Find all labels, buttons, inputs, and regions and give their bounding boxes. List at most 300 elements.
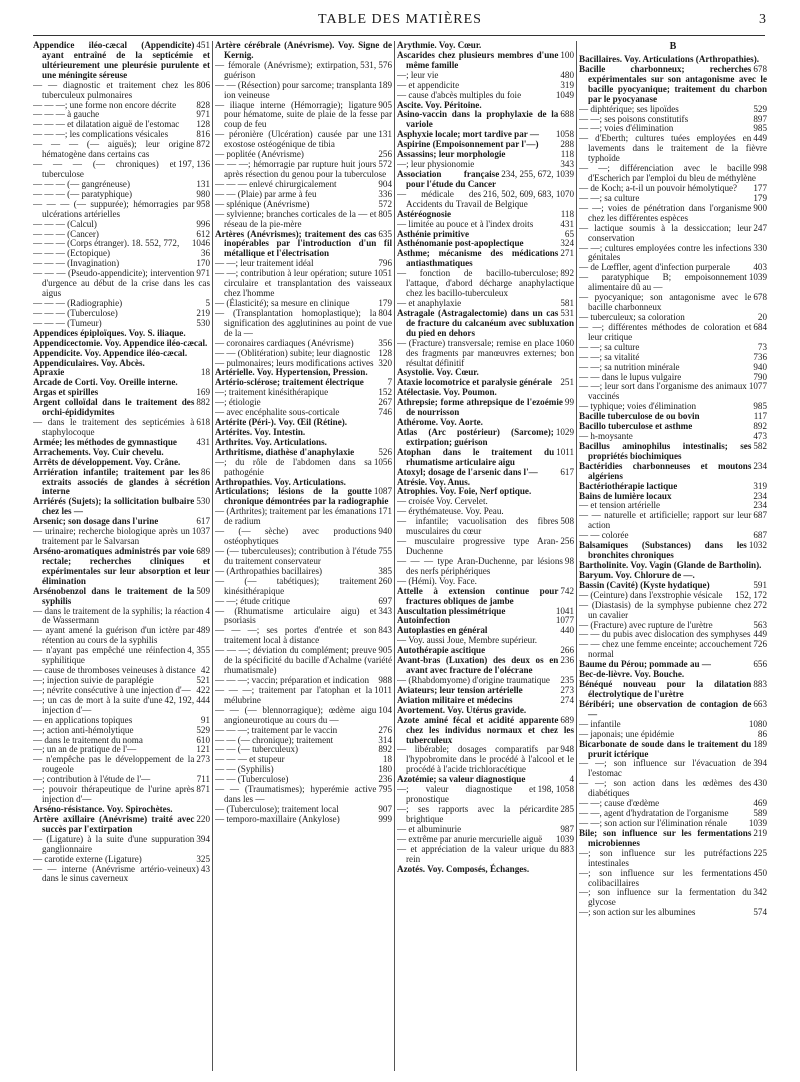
- index-entry: [33, 835, 210, 855]
- entry-text: — —; cultures employées contre les infections génitales: [579, 242, 752, 263]
- entry-page-ref: 1032: [748, 540, 767, 551]
- entry-page-ref: 1041: [555, 605, 574, 616]
- entry-page-ref: 1029: [555, 426, 574, 437]
- entry-text: — — — et stupeur: [215, 754, 285, 765]
- entry-page-ref: 43: [200, 863, 210, 874]
- entry-page-ref: 267: [378, 397, 392, 408]
- entry-page-ref: 1080: [748, 718, 767, 729]
- entry-page-ref: 189: [753, 738, 767, 749]
- entry-text: — — —; traitement par l'atophan et la mélubrine: [215, 684, 373, 705]
- entry-text: — — (— chronique); traitement: [215, 734, 334, 745]
- index-entry: [579, 700, 767, 720]
- entry-page-ref: 806: [196, 79, 210, 90]
- entry-text: Auscultation plessimétrique: [397, 605, 506, 616]
- index-entry: [215, 210, 392, 230]
- entry-text: —; valeur diagnostique et pronostique: [397, 784, 536, 805]
- entry-page-ref: 260: [378, 575, 392, 586]
- entry-text: Atoxyl; dosage de l'arsenic dans l'—: [397, 466, 538, 477]
- entry-page-ref: 697: [378, 595, 392, 606]
- index-entry: [579, 779, 767, 799]
- entry-page-ref: 736: [753, 351, 767, 362]
- entry-text: Balsamiques (Substances) dans les bronchites chroniques: [579, 540, 747, 561]
- index-entry: [33, 865, 210, 885]
- entry-page-ref: 403: [753, 262, 767, 273]
- entry-page-ref: 65: [564, 228, 574, 239]
- index-entry: [215, 130, 392, 150]
- entry-page-ref: 612: [196, 228, 210, 239]
- entry-text: — — — et dilatation aiguë de l'estomac: [33, 119, 180, 130]
- entry-page-ref: 509: [196, 585, 210, 596]
- index-entry: [397, 309, 574, 339]
- entry-text: —; injection suivie de paraplégie: [33, 675, 154, 685]
- entry-text: Asthme; mécanisme des médications antiasthmatiques: [397, 248, 559, 269]
- entry-text: — — — (— aiguës); leur origine hématogène dans certains cas: [33, 139, 195, 160]
- entry-page-ref: 581: [560, 297, 574, 308]
- entry-page-ref: 905: [378, 645, 392, 656]
- entry-page-ref: 251: [560, 377, 574, 388]
- entry-page-ref: 742: [560, 585, 574, 596]
- entry-text: — (Hémi). Voy. Face.: [397, 575, 477, 586]
- entry-page-ref: 1077: [555, 615, 574, 626]
- entry-page-ref: 431: [196, 436, 210, 447]
- index-entry: [397, 190, 574, 210]
- index-column-3: [397, 41, 574, 1071]
- entry-page-ref: 907: [378, 803, 392, 814]
- entry-text: — et appréciation de la valeur urique du rein: [397, 843, 559, 864]
- entry-page-ref: 711: [196, 774, 210, 785]
- entry-text: — (Transplantation homoplastique); la signification des agglutinines au point de vue de la —: [215, 307, 392, 338]
- entry-page-ref: 273: [196, 754, 210, 765]
- entry-page-ref: 689: [196, 546, 210, 557]
- entry-page-ref: 796: [378, 258, 392, 269]
- index-entry: [397, 865, 574, 875]
- index-entry: [33, 527, 210, 547]
- index-entry: [215, 458, 392, 478]
- entry-text: — — — (Corps étranger). 18. 552, 772,: [33, 238, 180, 249]
- entry-text: Ascite. Voy. Péritoine.: [397, 99, 482, 110]
- entry-page-ref: 883: [560, 843, 574, 854]
- entry-text: — — —; ses portes d'entrée et son traitement local à distance: [215, 625, 377, 646]
- entry-page-ref: 684: [753, 321, 767, 332]
- entry-text: Ascarides chez plusieurs membres d'une même famille: [397, 49, 559, 70]
- entry-page-ref: 610: [196, 734, 210, 745]
- entry-page-ref: 385: [378, 565, 392, 576]
- index-entry: [397, 249, 574, 269]
- entry-page-ref: 225: [753, 847, 767, 858]
- index-entry: [579, 65, 767, 105]
- entry-text: Artério-sclérose; traitement électrique: [215, 377, 364, 388]
- entry-page-ref: 871: [196, 784, 210, 795]
- entry-page-ref: 480: [560, 69, 574, 80]
- entry-page-ref: 905: [378, 99, 392, 110]
- entry-text: — fonction de bacillo-tuberculose; l'attaque, d'abord décharge anaphylactique chez les bacillo-tuberculeux: [397, 268, 574, 299]
- entry-text: Argent colloïdal dans le traitement des orchi-épididymites: [33, 397, 195, 418]
- entry-text: — cause de thromboses veineuses à distance: [33, 665, 196, 676]
- entry-text: Arsenic; son dosage dans l'urine: [33, 516, 159, 527]
- entry-page-ref: 330: [753, 242, 767, 253]
- entry-page-ref: 689: [560, 714, 574, 725]
- entry-text: —; névrite consécutive à une injection d'—: [33, 684, 191, 695]
- entry-page-ref: 319: [560, 79, 574, 90]
- entry-page-ref: 678: [753, 63, 767, 74]
- entry-page-ref: 828: [196, 99, 210, 110]
- entry-text: Arriération infantile; traitement par les extraits associés de glandes à sécrétion interne: [33, 466, 210, 497]
- entry-text: — — interne (Anévrisme artério-veineux) dans le sinus caverneux: [33, 863, 199, 884]
- entry-text: Bains de lumière locaux: [579, 490, 672, 501]
- entry-text: — lactique soumis à la dessiccation; leur conservation: [579, 222, 752, 243]
- entry-text: Articulations; lésions de la goutte chronique démontrées par la radiographie: [215, 486, 389, 507]
- entry-text: Argas et spirilles: [33, 387, 99, 398]
- index-entry: [579, 740, 767, 760]
- index-entry: [33, 200, 210, 220]
- entry-page-ref: 521: [196, 675, 210, 685]
- index-entry: [33, 587, 210, 607]
- entry-text: — — (Syphilis): [215, 764, 274, 775]
- entry-page-ref: 256: [560, 536, 574, 547]
- entry-page-ref: 131: [196, 178, 210, 189]
- entry-text: — — — (— paratyphique): [33, 188, 132, 199]
- index-entry: [33, 41, 210, 81]
- entry-text: —; traitement kinésithérapique: [215, 387, 329, 398]
- entry-page-ref: 236: [378, 774, 392, 785]
- entry-text: Athérome. Voy. Aorte.: [397, 417, 483, 428]
- entry-text: — dans le traitement de la syphilis; la réaction de Wassermann: [33, 605, 204, 626]
- entry-text: Avant-bras (Luxation) des deux os en avant avec fracture de l'olécrane: [397, 655, 559, 676]
- entry-page-ref: 882: [196, 397, 210, 408]
- entry-text: — — — (Pseudo-appendicite); intervention d'urgence au début de la crise dans les cas aigus: [33, 268, 210, 299]
- entry-text: Arythmie. Voy. Cœur.: [397, 41, 482, 50]
- entry-page-ref: 86: [757, 728, 767, 739]
- header-rule: [33, 35, 765, 36]
- index-entry: [397, 805, 574, 825]
- entry-text: — infantile: [579, 718, 621, 729]
- index-entry: [215, 160, 392, 180]
- entry-page-ref: 892: [378, 744, 392, 755]
- entry-page-ref: 526: [378, 446, 392, 457]
- entry-page-ref: 99: [564, 397, 574, 408]
- entry-text: — (Arthrites); traitement par les émanations de radium: [215, 506, 377, 527]
- index-entry: [33, 755, 210, 775]
- entry-page-ref: 394: [196, 833, 210, 844]
- entry-page-ref: 1039: [555, 833, 574, 844]
- entry-page-ref: 1051: [373, 268, 392, 279]
- entry-text: — cause d'abcès multiples du foie: [397, 89, 522, 100]
- index-entry: [579, 244, 767, 264]
- entry-text: — (Ceinture) dans l'exstrophie vésicale: [579, 589, 723, 600]
- entry-page-ref: 118: [560, 208, 574, 219]
- entry-text: Avortement. Voy. Utérus gravide.: [397, 704, 527, 715]
- index-entry: [579, 888, 767, 908]
- entry-page-ref: 271: [560, 248, 574, 259]
- entry-text: — japonais; une épidémie: [579, 728, 675, 739]
- entry-text: — —; ses poisons constitutifs: [579, 113, 689, 124]
- index-entry: [397, 517, 574, 537]
- entry-text: Bacillus aminophilus intestinalis; ses propriétés biochimiques: [579, 440, 752, 461]
- index-entry: [215, 507, 392, 527]
- entry-text: — (— tabétiques); traitement kinésithérapique: [215, 575, 377, 596]
- entry-text: Arrachements. Voy. Cuir chevelu.: [33, 446, 164, 457]
- entry-text: — et tension artérielle: [579, 500, 661, 511]
- entry-text: — (Fracture) avec rupture de l'urètre: [579, 619, 713, 630]
- index-entry: [579, 382, 767, 402]
- column-divider: [394, 41, 395, 1071]
- entry-text: — splénique (Anévrisme): [215, 198, 310, 209]
- entry-text: Appendice iléo-cæcal (Appendicite) ayant entraîné de la septicémie et ultérieurement une pleurésie purulente et une méningite séreuse: [33, 41, 210, 80]
- entry-page-ref: 273: [560, 684, 574, 695]
- index-entry: [397, 716, 574, 746]
- entry-text: — — — (Tuberculose): [33, 307, 118, 318]
- entry-page-ref: 342: [753, 887, 767, 898]
- entry-page-ref: 4, 355: [187, 645, 210, 656]
- entry-text: Asphyxie locale; mort tardive par —: [397, 129, 540, 140]
- entry-text: — —; son influence sur l'évacuation de l'estomac: [579, 758, 752, 779]
- entry-text: — — (— tuberculeux): [215, 744, 299, 755]
- entry-text: — — — (Radiographie): [33, 297, 123, 308]
- entry-text: — péronière (Ulcération) causée par une exostose ostéogénique de tibia: [215, 129, 377, 150]
- entry-page-ref: 900: [753, 202, 767, 213]
- index-entry: [33, 607, 210, 627]
- index-entry: [579, 640, 767, 660]
- entry-page-ref: 958: [196, 198, 210, 209]
- entry-page-ref: 219: [753, 827, 767, 838]
- entry-page-ref: 980: [196, 188, 210, 199]
- entry-page-ref: 219: [196, 307, 210, 318]
- entry-text: — n'ayant pas empêché une réinfection syphilitique: [33, 645, 186, 666]
- entry-text: —; ses rapports avec la péricardite brightique: [397, 803, 559, 824]
- entry-text: Autothérapie ascitique: [397, 645, 486, 656]
- entry-text: — — chez une femme enceinte; accouchement normal: [579, 639, 752, 660]
- entry-page-ref: 121: [196, 744, 210, 755]
- entry-page-ref: 449: [753, 133, 767, 144]
- index-entry: [33, 547, 210, 587]
- entry-text: — musculaire progressive type Aran-Duchenne: [397, 536, 559, 557]
- entry-text: — (Ligature) à la suite d'une suppuration ganglionnaire: [33, 833, 195, 854]
- entry-text: — —; son action sur l'élimination rénale: [579, 817, 728, 828]
- index-entry: [579, 849, 767, 869]
- index-entry: [579, 164, 767, 184]
- entry-page-ref: 508: [560, 516, 574, 527]
- index-entry: [215, 527, 392, 547]
- column-divider: [576, 41, 577, 1071]
- index-entry: [579, 442, 767, 462]
- entry-text: —; pouvoir thérapeutique de l'urine après injection d'—: [33, 784, 195, 805]
- entry-page-ref: 288: [560, 139, 574, 150]
- entry-text: Azote aminé fécal et acidité apparente chez les individus normaux et chez les tuberculeux: [397, 714, 574, 745]
- entry-page-ref: 91: [200, 714, 210, 725]
- entry-text: — temporo-maxillaire (Ankylose): [215, 813, 340, 824]
- entry-page-ref: 343: [378, 605, 392, 616]
- index-entry: [215, 487, 392, 507]
- entry-page-ref: 431: [560, 218, 574, 229]
- entry-text: — —; étude critique: [215, 595, 291, 606]
- entry-page-ref: 656: [753, 659, 767, 670]
- entry-text: — (Rhabdomyome) d'origine traumatique: [397, 675, 550, 685]
- entry-page-ref: 235: [560, 675, 574, 685]
- index-entry: [579, 759, 767, 779]
- index-entry: [579, 293, 767, 313]
- entry-page-ref: 440: [560, 625, 574, 636]
- entry-page-ref: 177: [753, 182, 767, 193]
- entry-page-ref: 572: [378, 198, 392, 209]
- entry-page-ref: 179: [753, 192, 767, 203]
- entry-page-ref: 589: [753, 808, 767, 819]
- index-entry: [215, 815, 392, 825]
- entry-page-ref: 988: [378, 675, 392, 685]
- entry-page-ref: 816: [196, 129, 210, 140]
- entry-page-ref: 843: [378, 625, 392, 636]
- entry-page-ref: 999: [378, 813, 392, 824]
- entry-text: — limitée au pouce et à l'index droits: [397, 218, 534, 229]
- entry-page-ref: 892: [753, 421, 767, 432]
- entry-text: — —; leur traitement idéal: [215, 258, 314, 269]
- entry-page-ref: 422: [196, 684, 210, 695]
- entry-text: Association française pour l'étude du Cancer: [397, 168, 500, 189]
- entry-text: Arsénobenzol dans le traitement de la syphilis: [33, 585, 195, 606]
- index-entry: [33, 269, 210, 299]
- entry-text: — tuberculeux; sa coloration: [579, 311, 685, 322]
- entry-text: — — —; hémorragie par rupture huit jours après résection du genou pour la tuberculose: [215, 159, 387, 179]
- index-entry: [33, 418, 210, 438]
- entry-text: — —; différentes méthodes de coloration et leur critique: [579, 321, 752, 342]
- index-entry: [215, 577, 392, 597]
- entry-page-ref: 450: [753, 867, 767, 878]
- entry-text: Armée; les méthodes de gymnastique: [33, 436, 177, 447]
- entry-text: Bacillo tuberculose et asthme: [579, 421, 693, 432]
- entry-text: — — —; déviation du complément; preuve de la spécificité du bacille d'Achalme (variété rhumatismale): [215, 645, 392, 676]
- entry-page-ref: 1011: [556, 446, 574, 457]
- entry-page-ref: 131: [378, 129, 392, 140]
- index-entry: [397, 656, 574, 676]
- page-number: 3: [759, 12, 766, 27]
- entry-text: — typhique; voies d'élimination: [579, 401, 697, 412]
- entry-text: Aspirine (Empoisonnement par l'—): [397, 139, 539, 150]
- index-entry: [397, 51, 574, 71]
- entry-text: — de Lœffler, agent d'infection purperale: [579, 262, 731, 273]
- entry-text: — (Diastasis) de la symphyse pubienne chez un cavalier: [579, 599, 752, 620]
- entry-page-ref: 451: [196, 41, 210, 50]
- entry-text: Assassins; leur morphologie: [397, 149, 506, 160]
- entry-text: Athrepsie; forme athrepsique de l'ezoémie de nourrisson: [397, 397, 563, 418]
- index-entry: [397, 557, 574, 577]
- entry-text: Artérite (Péri-). Voy. Œil (Rétine).: [215, 417, 348, 428]
- entry-text: — — diagnostic et traitement chez les tuberculeux pulmonaires: [33, 79, 195, 100]
- entry-page-ref: 582: [753, 440, 767, 451]
- entry-page-ref: 530: [196, 317, 210, 328]
- entry-page-ref: 987: [560, 823, 574, 834]
- entry-page-ref: 531, 576: [360, 59, 392, 70]
- entry-page-ref: 285: [560, 803, 574, 814]
- entry-text: — — naturelle et artificielle; rapport sur leur action: [579, 510, 752, 531]
- entry-page-ref: 897: [753, 113, 767, 124]
- index-entry: [397, 587, 574, 607]
- entry-page-ref: 663: [753, 698, 767, 709]
- index-entry: [33, 497, 210, 517]
- entry-text: Appendicectomie. Voy. Appendice iléo-cæcal.: [33, 337, 208, 348]
- entry-text: — —, agent d'hydratation de l'organisme: [579, 808, 729, 819]
- entry-text: — libérable; dosages comparatifs par l'hypobromite dans le procédé à l'alcool et le procédé à l'acide trichloracétique: [397, 744, 574, 775]
- entry-text: — h-moysante: [579, 431, 633, 442]
- entry-text: Atrophies. Voy. Foie, Nerf optique.: [397, 486, 532, 497]
- entry-text: — —; voies d'élimination: [579, 123, 674, 134]
- entry-text: —; action anti-hémolytique: [33, 724, 134, 735]
- entry-text: Artère axillaire (Anévrisme) traité avec succès par l'extirpation: [33, 813, 195, 834]
- entry-page-ref: 220: [196, 813, 210, 824]
- entry-text: — — —; vaccin; préparation et indication: [215, 675, 370, 685]
- index-entry: [397, 745, 574, 775]
- entry-page-ref: 617: [196, 516, 210, 527]
- entry-page-ref: 892: [560, 268, 574, 279]
- entry-text: — — —; traitement par le vaccin: [215, 724, 338, 735]
- entry-page-ref: 531: [560, 307, 574, 318]
- entry-text: — et albuminurie: [397, 823, 462, 834]
- entry-text: — poplitée (Anévrisme): [215, 149, 304, 160]
- entry-page-ref: 591: [753, 579, 767, 590]
- entry-page-ref: 325: [196, 853, 210, 864]
- index-entry: [215, 646, 392, 676]
- entry-text: Asino-vaccin dans la prophylaxie de la variole: [397, 109, 559, 130]
- entry-page-ref: 179: [378, 297, 392, 308]
- entry-text: — (Tuberculose); traitement local: [215, 803, 339, 814]
- entry-page-ref: 189: [378, 79, 392, 90]
- entry-text: Bec-de-lièvre. Voy. Bouche.: [579, 669, 685, 680]
- entry-page-ref: 795: [378, 784, 392, 795]
- entry-page-ref: 940: [753, 361, 767, 372]
- entry-text: Appendiculaires. Voy. Abcès.: [33, 357, 145, 368]
- entry-page-ref: 198, 1058: [537, 784, 574, 795]
- entry-text: — —; leur sort dans l'organisme des animaux vaccinés: [579, 381, 747, 402]
- entry-page-ref: 529: [196, 724, 210, 735]
- entry-page-ref: 1087: [373, 486, 392, 497]
- entry-page-ref: 42: [200, 665, 210, 676]
- entry-page-ref: 1056: [373, 456, 392, 467]
- entry-text: Bicarbonate de soude dans le traitement du prurit ictérique: [579, 738, 752, 759]
- entry-text: Bacille tuberculose de ou bovin: [579, 411, 700, 422]
- index-entry: [215, 547, 392, 567]
- entry-text: — infantile; vacuolisation des fibres musculaires du cœur: [397, 516, 559, 537]
- entry-text: — — —; une forme non encore décrite: [33, 99, 177, 110]
- entry-text: —; son influence sur la fermentation du glycose: [579, 887, 752, 908]
- entry-text: Bartholinite. Voy. Vagin (Glande de Bartholin).: [579, 560, 762, 571]
- index-column-4: [579, 41, 767, 1071]
- index-entry: [579, 462, 767, 482]
- index-entry: [397, 845, 574, 865]
- entry-text: —; contribution à l'étude de l'—: [33, 774, 151, 785]
- index-entry: [33, 626, 210, 646]
- entry-page-ref: 4: [569, 774, 574, 785]
- entry-text: — dans le traitement des septicémies à staphylocoque: [33, 417, 195, 437]
- entry-page-ref: 36: [200, 248, 210, 259]
- entry-text: — (Rhumatisme articulaire aigu) et psoriasis: [215, 605, 377, 626]
- index-entry: [33, 468, 210, 498]
- entry-page-ref: 678: [753, 292, 767, 303]
- entry-text: — —; cause d'œdème: [579, 798, 660, 809]
- entry-text: — —; sa culture: [579, 192, 640, 203]
- entry-page-ref: 86: [200, 466, 210, 477]
- entry-page-ref: 234: [753, 460, 767, 471]
- entry-page-ref: 256: [378, 149, 392, 160]
- entry-text: — — (— blennorragique); œdème aigu angioneurotique au cours du —: [215, 704, 377, 725]
- entry-page-ref: 276: [378, 724, 392, 735]
- index-entry: [215, 81, 392, 101]
- index-entry: [33, 815, 210, 835]
- entry-page-ref: 7: [387, 377, 392, 388]
- entry-page-ref: 985: [753, 123, 767, 134]
- index-entry: [579, 829, 767, 849]
- index-entry: [397, 398, 574, 418]
- entry-page-ref: 234: [753, 500, 767, 511]
- index-entry: [397, 448, 574, 468]
- index-entry: [579, 908, 767, 918]
